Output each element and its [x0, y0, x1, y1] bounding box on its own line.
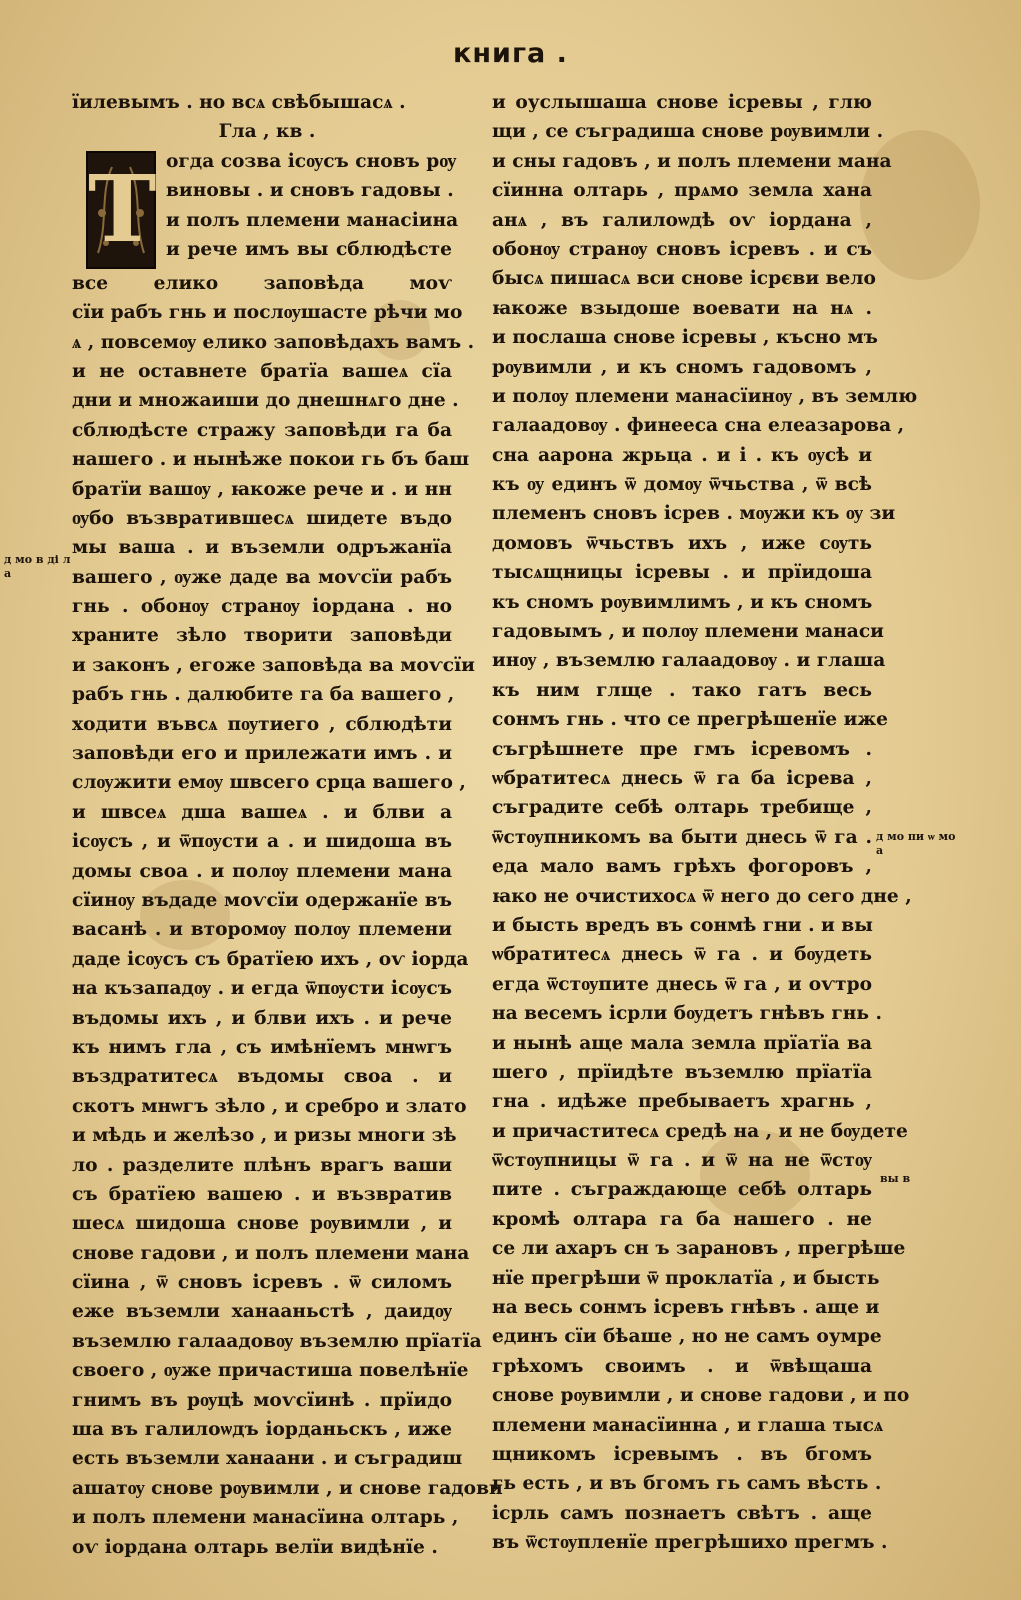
text-line: ѡбратитесѧ днесь ѿ га . и бѹдеть: [492, 944, 872, 966]
text-line: съгрѣшнете пре гмъ ісревомъ .: [492, 738, 872, 760]
margin-note-right-upper: д мо пи ѡ мо а: [876, 830, 956, 857]
text-line: анѧ , въ галилоѡдѣ оѵ іордана ,: [492, 209, 872, 231]
text-line: племенъ сновъ ісрев . мѹжи къ ѹ зи: [492, 503, 896, 525]
text-line: рабъ гнь . далюбите га ба вашего ,: [72, 684, 455, 706]
text-line: гадовымъ , и полѹ племени манаси: [492, 621, 884, 643]
text-line: тысѧщницы ісревы . и прїидоша: [492, 562, 872, 584]
text-line: огда созва ісѹсъ сновъ рѹ: [166, 150, 457, 172]
text-line: сїинѹ въдаде моѵсїи одержанїе въ: [72, 889, 452, 911]
text-line: бысѧ пишасѧ вси снове ісрєви вело: [492, 268, 876, 290]
text-line: васанѣ . и второмѹ полѹ племени: [72, 919, 452, 941]
decorated-initial: [86, 151, 156, 269]
text-line: и швсеѧ дша вашеѧ . и блви а: [72, 801, 452, 823]
text-line: и сны гадовъ , и полъ племени мана: [492, 150, 892, 172]
text-line: егда ѿстѹпите днесь ѿ га , и оѵтро: [492, 973, 872, 995]
text-line: ѿстѹпникомъ ва быти днесь ѿ га .: [492, 826, 872, 848]
text-line: въ ѿстѹпленїе прегрѣшихо прегмъ .: [492, 1532, 888, 1554]
text-line: снове гадови , и полъ племени мана: [72, 1242, 470, 1264]
margin-note-right-lower: вы в: [880, 1172, 911, 1185]
text-line: на весемъ ісрли бѹдетъ гнѣвъ гнь .: [492, 1003, 882, 1025]
text-line: галаадовѹ . финееса сна елеазарова ,: [492, 415, 905, 437]
text-line: ісѹсъ , и ѿпѹсти а . и шидоша въ: [72, 831, 452, 853]
initial-letter: Т: [88, 154, 157, 263]
text-line: обонѹ странѹ сновъ ісревъ . и съ: [492, 238, 872, 260]
text-line: нашего . и нынѣже покои гь бъ баш: [72, 449, 470, 471]
text-line: нїе прегрѣши ѿ проклатїа , и бысть: [492, 1267, 880, 1289]
text-line: мы ваша . и въземли одръжанїа: [72, 537, 452, 559]
text-line: щи , се съградиша снове рѹвимли .: [492, 121, 884, 143]
text-line: ѿстѹпницы ѿ га . и ѿ на не ѿстѹ: [492, 1150, 872, 1172]
text-line: и законъ , егоже заповѣда ва моѵсїи: [72, 654, 475, 676]
text-line: и полъ племени манасїина олтарь ,: [72, 1507, 459, 1529]
text-line: вашего , ѹже даде ва моѵсїи рабъ: [72, 566, 452, 588]
left-column: [72, 88, 503, 1562]
text-line: щникомъ ісревымъ . въ бгомъ: [492, 1443, 872, 1465]
text-line: кромѣ олтара га ба нашего . не: [492, 1208, 872, 1230]
text-line: все елико заповѣда моѵ: [72, 272, 452, 294]
text-line: домовъ ѿчьствъ ихъ , иже сѹть: [492, 532, 872, 554]
text-line: ісрль самъ познаетъ свѣтъ . аще: [492, 1502, 872, 1524]
text-line: въздратитесѧ въдомы своа . и: [72, 1066, 452, 1088]
text-line: виновы . и сновъ гадовы .: [166, 180, 454, 202]
text-line: храните зѣло творити заповѣди: [72, 625, 452, 647]
text-line: братїи вашѹ , ꙗкоже рече и . и нн: [72, 478, 452, 500]
text-line: единъ сїи бѣаше , но не самъ оумре: [492, 1326, 882, 1348]
text-line: домы своа . и полѹ племени мана: [72, 860, 452, 882]
text-line: и бысть вредъ въ сонмѣ гни . и вы: [492, 914, 873, 936]
chapter-heading: Гла , кв .: [218, 121, 316, 143]
text-line: и причаститесѧ средѣ на , и не бѹдете: [492, 1120, 908, 1142]
text-line: къ ѹ единъ ѿ домѹ ѿчьства , ѿ всѣ: [492, 474, 872, 496]
text-line: ѧ , повсемѹ елико заповѣдахъ вамъ .: [72, 331, 475, 353]
text-line: заповѣди его и прилежати имъ . и: [72, 743, 452, 765]
text-line: на къзападѹ . и егда ѿпѹсти ісѹсъ: [72, 978, 452, 1000]
text-line: ходити въвсѧ пѹтиего , сблюдѣти: [72, 713, 452, 735]
text-line: и оуслышаша снове ісревы , глю: [492, 92, 872, 113]
text-line: снове рѹвимли , и снове гадови , и по: [492, 1385, 910, 1407]
text-line: гнь . обонѹ странѹ іордана . но: [72, 596, 452, 618]
text-line: сонмъ гнь . что се прегрѣшенїе иже: [492, 709, 888, 731]
text-line: инѹ , въземлю галаадовѹ . и глаша: [492, 650, 886, 672]
text-line: къ сномъ рѹвимлимъ , и къ сномъ: [492, 591, 873, 613]
text-line: еда мало вамъ грѣхъ фогоровъ ,: [492, 856, 872, 878]
text-line: есть въземли ханаани . и съградиш: [72, 1448, 463, 1470]
text-line: племени манасїинна , и глаша тысѧ: [492, 1414, 884, 1436]
text-line: гнимъ въ рѹцѣ моѵсїинѣ . прїидо: [72, 1389, 452, 1411]
text-line: и рече имъ вы сблюдѣсте: [166, 238, 452, 260]
text-line: сїи рабъ гнь и послѹшасте рѣчи мо: [72, 302, 463, 324]
text-line: въземлю галаадовѹ въземлю прїатїа: [72, 1330, 482, 1352]
text-line: скотъ мнѡгъ зѣло , и сребро и злато: [72, 1095, 467, 1117]
text-line: и полъ племени манасіина: [166, 209, 459, 231]
text-line: ѹбо възвратившесѧ шидете въдо: [72, 507, 452, 529]
text-line: на весь сонмъ ісревъ гнѣвъ . аще и: [492, 1297, 880, 1319]
text-line: їилевымъ . но всѧ свѣбышасѧ .: [72, 92, 406, 113]
text-line: оѵ іордана олтарь велїи видѣнїе .: [72, 1536, 438, 1558]
text-line: ашатѹ снове рѹвимли , и снове гадови: [72, 1477, 503, 1499]
text-line: и полѹ племени манасїинѹ , въ землю: [492, 385, 918, 407]
text-line: и не оставнете братїа вашеѧ сїа: [72, 360, 452, 382]
text-line: съградите себѣ олтарь требище ,: [492, 797, 872, 819]
text-line: шего , прїидѣте въземлю прїатїа: [492, 1061, 872, 1083]
text-line: ѡбратитесѧ днесь ѿ га ба ісрева ,: [492, 767, 872, 789]
text-line: своего , ѹже причастиша повелѣнїе: [72, 1360, 469, 1382]
text-line: шесѧ шидоша снове рѹвимли , и: [72, 1213, 452, 1235]
text-line: съ братїею вашею . и възвратив: [72, 1183, 452, 1205]
text-line: слѹжити емѹ швсего срца вашего ,: [72, 772, 466, 794]
text-line: ꙗко не очистихосѧ ѿ него до сего дне ,: [492, 885, 912, 907]
text-line: даде ісѹсъ съ братїею ихъ , оѵ іорда: [72, 948, 469, 970]
text-line: рѹвимли , и къ сномъ гадовомъ ,: [492, 356, 872, 378]
text-line: къ нимъ гла , съ имѣнїемъ мнѡгъ: [72, 1036, 452, 1058]
page-header: книга .: [453, 38, 568, 69]
text-line: и послаша снове ісревы , късно мъ: [492, 327, 878, 349]
text-line: сїинна олтарь , прѧмо земла хана: [492, 180, 872, 202]
text-line: сблюдѣсте стражу заповѣди га ба: [72, 419, 452, 441]
text-line: пите . съграждающе себѣ олтарь: [492, 1179, 872, 1201]
text-line: еже въземли ханааньстѣ , даидѹ: [72, 1301, 452, 1323]
text-line: грѣхомъ своимъ . и ѿвѣщаша: [492, 1355, 872, 1377]
text-line: гна . идѣже пребываетъ храгнь ,: [492, 1091, 872, 1113]
text-line: и нынѣ аще мала земла прїатїа ва: [492, 1032, 872, 1054]
text-line: къ ним глще . тако гатъ весь: [492, 679, 872, 701]
margin-note-left: д мо в ді л а: [4, 553, 71, 580]
text-line: се ли ахаръ сн ъ зарановъ , прегрѣше: [492, 1238, 906, 1260]
text-line: ло . разделите плѣнъ врагъ ваши: [72, 1154, 452, 1176]
text-line: сїина , ѿ сновъ ісревъ . ѿ силомъ: [72, 1272, 452, 1294]
text-line: сна аарона жрьца . и і . къ ѹсѣ и: [492, 444, 872, 466]
text-line: ꙗкоже взыдоше воевати на нѧ .: [492, 297, 872, 319]
text-line: и мѣдь и желѣзо , и ризы многи зѣ: [72, 1125, 457, 1147]
text-line: въдомы ихъ , и блви ихъ . и рече: [72, 1007, 452, 1029]
text-line: ша въ галилоѡдъ іорданьскъ , иже: [72, 1419, 452, 1441]
text-line: гь есть , и въ бгомъ гь самъ вѣсть .: [492, 1473, 882, 1495]
text-line: дни и множаиши до днешнѧго дне .: [72, 390, 459, 412]
